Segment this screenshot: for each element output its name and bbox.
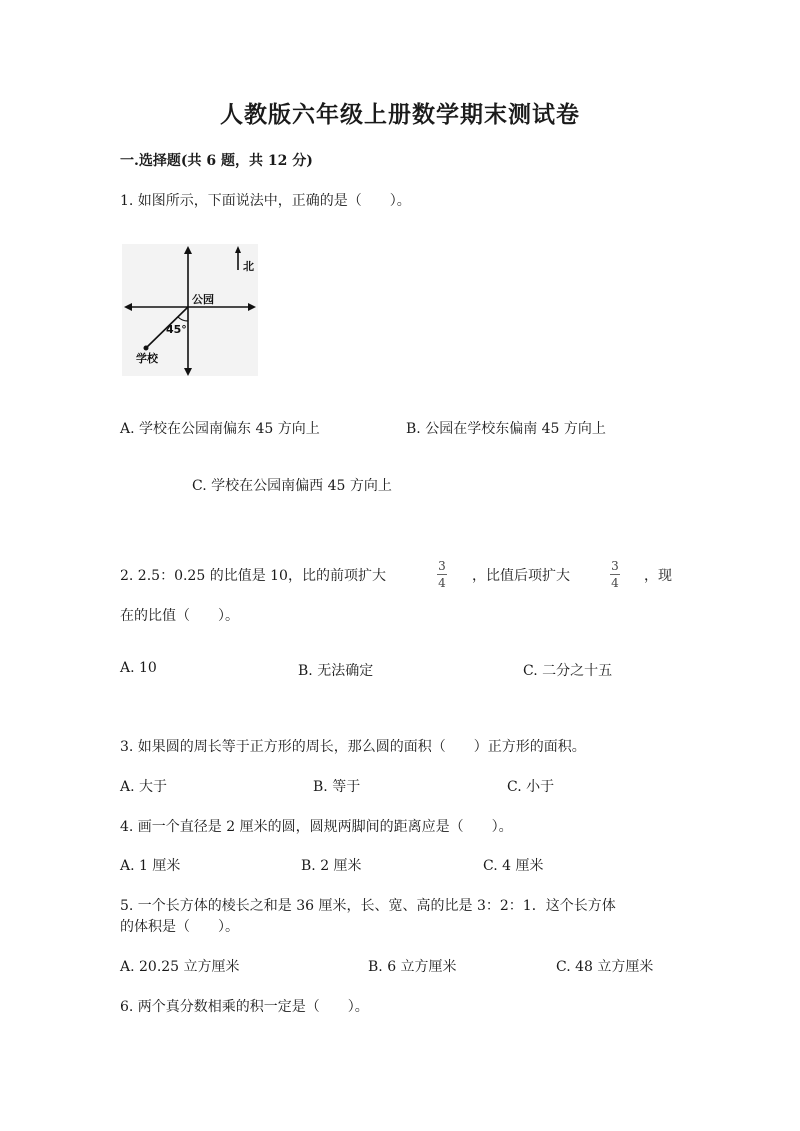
question-2-option-c[interactable]: C. 二分之十五 [523,663,613,679]
question-5-option-b[interactable]: B. 6 立方厘米 [368,959,457,975]
school-point [144,346,149,351]
fraction-2-numerator: 3 [611,559,619,573]
question-4-option-a[interactable]: A. 1 厘米 [120,858,181,874]
question-2-text-part-4: 在的比值（ ）。 [120,608,239,624]
question-2-option-b[interactable]: B. 无法确定 [298,663,374,679]
fraction-three-quarters-2 [608,559,622,590]
direction-figure [122,244,258,376]
question-5-text-line-2: 的体积是（ ）。 [120,919,239,935]
question-1-option-a[interactable]: A. 学校在公园南偏东 45 方向上 [120,421,320,437]
question-5-option-c[interactable]: C. 48 立方厘米 [556,959,654,975]
question-4-option-b[interactable]: B. 2 厘米 [301,858,362,874]
page-title: 人教版六年级上册数学期末测试卷 [220,101,580,128]
question-3-option-b[interactable]: B. 等于 [313,779,361,795]
question-3-option-a[interactable]: A. 大于 [120,779,168,795]
fraction-2-denominator: 4 [611,576,619,590]
question-4-option-c[interactable]: C. 4 厘米 [483,858,544,874]
question-3-option-c[interactable]: C. 小于 [507,779,555,795]
question-3-text: 3. 如果圆的周长等于正方形的周长，那么圆的面积（ ）正方形的面积。 [120,739,586,755]
question-2-text-part-2: ，比值后项扩大 [472,568,570,584]
school-label: 学校 [136,352,158,365]
question-1-text: 1. 如图所示，下面说法中，正确的是（ ）。 [120,193,411,209]
fraction-1-numerator: 3 [438,559,446,573]
fraction-three-quarters-1 [435,559,449,590]
question-4-text: 4. 画一个直径是 2 厘米的圆，圆规两脚间的距离应是（ ）。 [120,819,513,835]
question-1-option-b[interactable]: B. 公园在学校东偏南 45 方向上 [406,421,606,437]
fraction-1-denominator: 4 [438,576,446,590]
fraction-1-bar [437,574,447,575]
question-1-option-c[interactable]: C. 学校在公园南偏西 45 方向上 [192,478,392,494]
question-2-text-part-1: 2. 2.5：0.25 的比值是 10，比的前项扩大 [120,568,386,584]
fraction-2-bar [610,574,620,575]
north-label: 北 [243,260,254,273]
question-2-text-part-3: ，现 [644,568,672,584]
question-6-text: 6. 两个真分数相乘的积一定是（ ）。 [120,999,369,1015]
question-5-option-a[interactable]: A. 20.25 立方厘米 [120,959,240,975]
question-2-option-a[interactable]: A. 10 [120,660,157,676]
park-label: 公园 [192,293,214,306]
angle-label: 45° [166,323,187,336]
section-heading: 一.选择题(共 6 题，共 12 分) [120,153,313,169]
question-5-text-line-1: 5. 一个长方体的棱长之和是 36 厘米，长、宽、高的比是 3：2：1．这个长方体 [120,898,616,914]
